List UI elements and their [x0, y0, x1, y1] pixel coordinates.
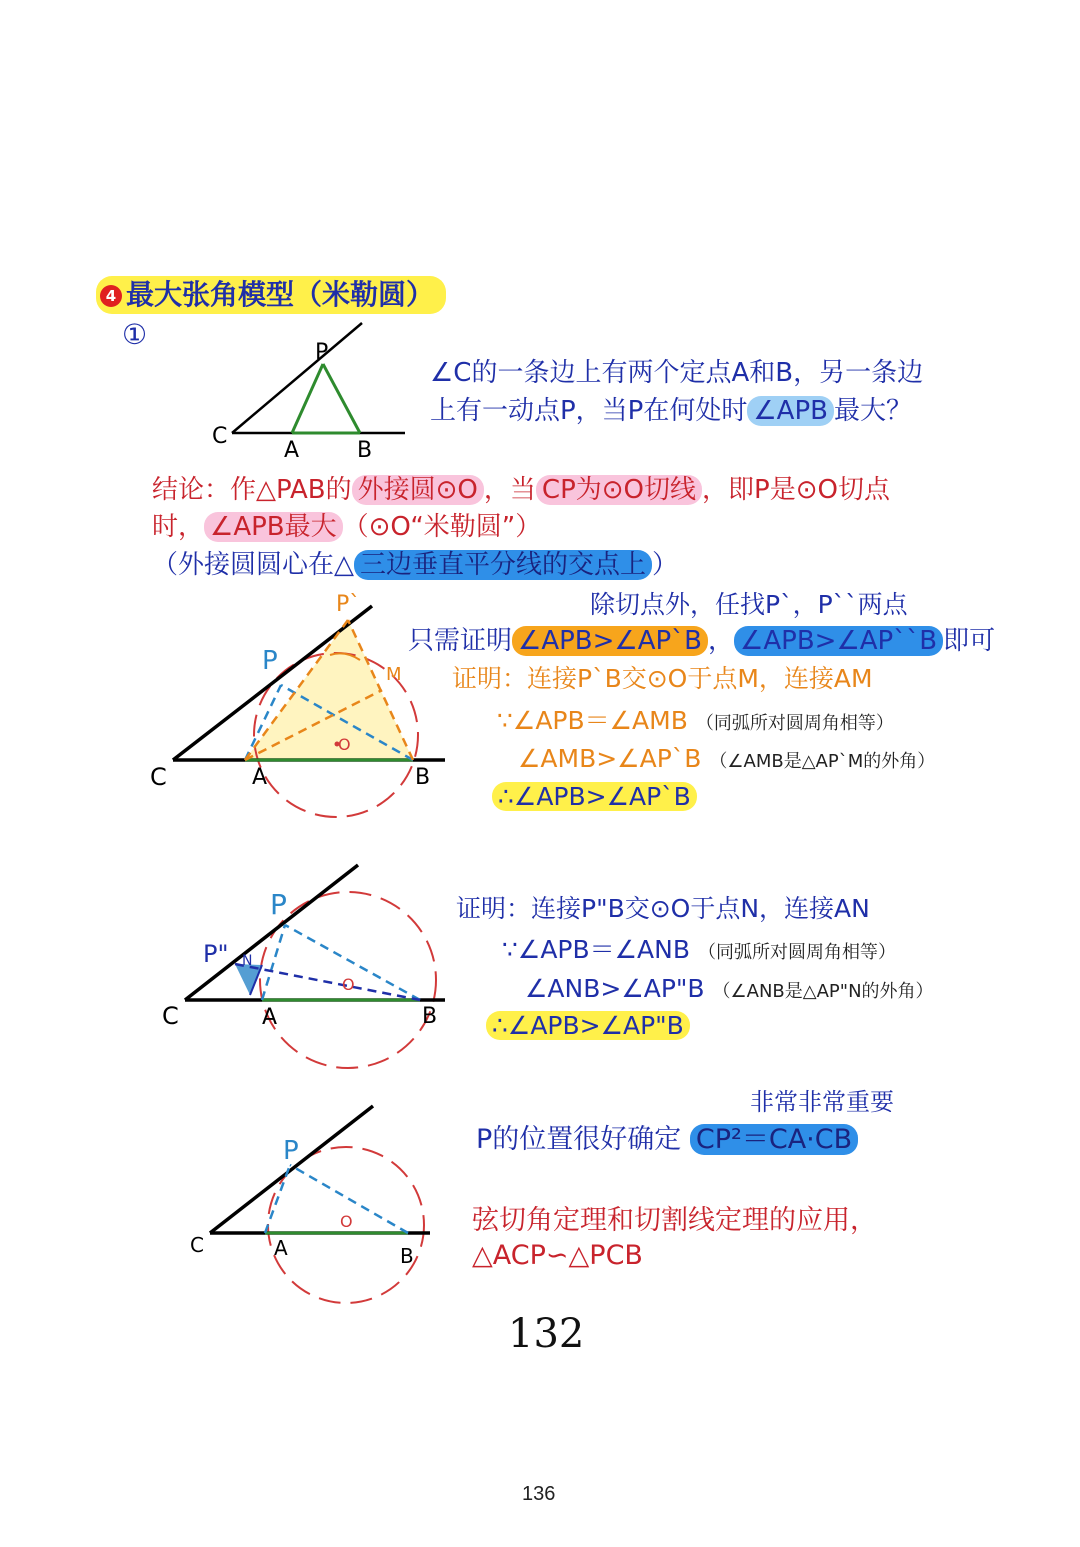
- fig3-label-p: P: [270, 888, 287, 921]
- fig4-segment-ap: [265, 1165, 290, 1233]
- proof1-need-post: 即可: [943, 626, 996, 656]
- proof1-line-1: 证明：连接P`B交⊙O于点M，连接AM: [452, 664, 873, 693]
- proof2-line-3-note: （∠ANB是△AP"N的外角）: [712, 981, 934, 1002]
- position-line: [476, 1124, 858, 1156]
- conclusion-line-2-post: （⊙O“米勒圆”）: [342, 512, 542, 542]
- fig4-label-o: O: [340, 1212, 353, 1231]
- note-post: ）: [652, 550, 679, 580]
- fig3-label-b: B: [422, 1004, 438, 1029]
- fig3-label-o: O: [342, 975, 355, 994]
- fig4-label-a: A: [274, 1236, 288, 1260]
- fig2-label-o: O: [338, 735, 351, 754]
- proof1-need-highlight-2: ∠APB>∠AP``B: [734, 626, 943, 656]
- application-line-1: 弦切角定理和切割线定理的应用，: [472, 1205, 877, 1236]
- proof2-line-3-text: ∠ANB>∠AP"B: [525, 974, 705, 1003]
- proof2-line-2-text: ∵∠APB＝∠ANB: [502, 935, 691, 964]
- fig2-label-p: P: [262, 646, 278, 676]
- fig3-label-p-double: P": [203, 940, 229, 968]
- conclusion-pre: 结论：作△PAB的: [152, 475, 352, 505]
- proof1-line-3-text: ∠AMB>∠AP`B: [518, 744, 702, 773]
- fig1-label-p: P: [315, 340, 329, 365]
- position-text: P的位置很好确定: [476, 1124, 682, 1155]
- note-pre: （外接圆圆心在△: [152, 550, 354, 580]
- problem-line-2-pre: 上有一动点P，当P在何处时: [430, 396, 748, 426]
- proof1-conclusion: ∴∠APB>∠AP`B: [492, 782, 697, 811]
- problem-line-2-post: 最大？: [833, 396, 912, 426]
- section-title-text: 最大张角模型（米勒圆）: [126, 278, 435, 311]
- important-note: 非常非常重要: [750, 1088, 894, 1116]
- fig2-label-a: A: [252, 765, 268, 790]
- fig2-label-c: C: [150, 763, 167, 791]
- proof1-need-pre: 只需证明: [408, 626, 513, 656]
- proof1-header: 除切点外，任找P`，P``两点: [590, 590, 908, 619]
- proof2-conclusion: ∴∠APB>∠AP"B: [486, 1011, 690, 1040]
- handwritten-page-number: 132: [508, 1311, 585, 1357]
- conclusion-line-2-pre: 时，: [152, 512, 205, 542]
- conclusion-post: ，即P是⊙O切点: [702, 475, 890, 505]
- proof1-line-2-note: （同弧所对圆周角相等）: [695, 713, 894, 734]
- proof2-line-2-note: （同弧所对圆周角相等）: [697, 942, 896, 963]
- fig2-label-m: M: [386, 664, 402, 685]
- proof1-need-comma: ，: [708, 626, 735, 656]
- conclusion-highlight-max: ∠APB最大: [204, 512, 343, 542]
- conclusion-highlight-tangent: CP为⊙O切线: [536, 475, 702, 505]
- fig4-label-b: B: [400, 1244, 414, 1268]
- proof1-need-highlight-1: ∠APB>∠AP`B: [512, 626, 708, 656]
- section-badge: 4: [100, 285, 122, 307]
- fig4-label-c: C: [190, 1233, 204, 1257]
- fig2-label-p-prime: P`: [336, 592, 361, 617]
- item-number: ①: [122, 318, 148, 351]
- problem-line-1: ∠C的一条边上有两个定点A和B，另一条边: [430, 358, 924, 388]
- note-highlight: 三边垂直平分线的交点上: [354, 550, 652, 580]
- fig3-label-c: C: [162, 1002, 179, 1030]
- proof2-line-1: 证明：连接P"B交⊙O于点N，连接AN: [456, 894, 870, 923]
- proof1-line-2-text: ∵∠APB＝∠AMB: [497, 706, 688, 735]
- fig1-label-a: A: [284, 438, 300, 463]
- proof1-line-3-note: （∠AMB是△AP`M的外角）: [709, 751, 936, 772]
- fig2-label-b: B: [415, 765, 431, 790]
- conclusion-highlight-circle: 外接圆⊙O: [352, 475, 484, 505]
- problem-angle-highlight: ∠APB: [747, 396, 834, 426]
- conclusion-mid: ，当: [483, 475, 536, 505]
- fig1-label-b: B: [357, 438, 373, 463]
- application-line-2: △ACP∽△PCB: [472, 1240, 643, 1271]
- tangent-secant-formula: CP²＝CA·CB: [690, 1124, 858, 1155]
- fig4-label-p: P: [283, 1136, 299, 1166]
- fig3-label-n: N: [242, 953, 253, 969]
- fig3-label-a: A: [262, 1005, 278, 1030]
- printed-page-number: 136: [522, 1483, 556, 1505]
- fig1-label-c: C: [212, 424, 228, 449]
